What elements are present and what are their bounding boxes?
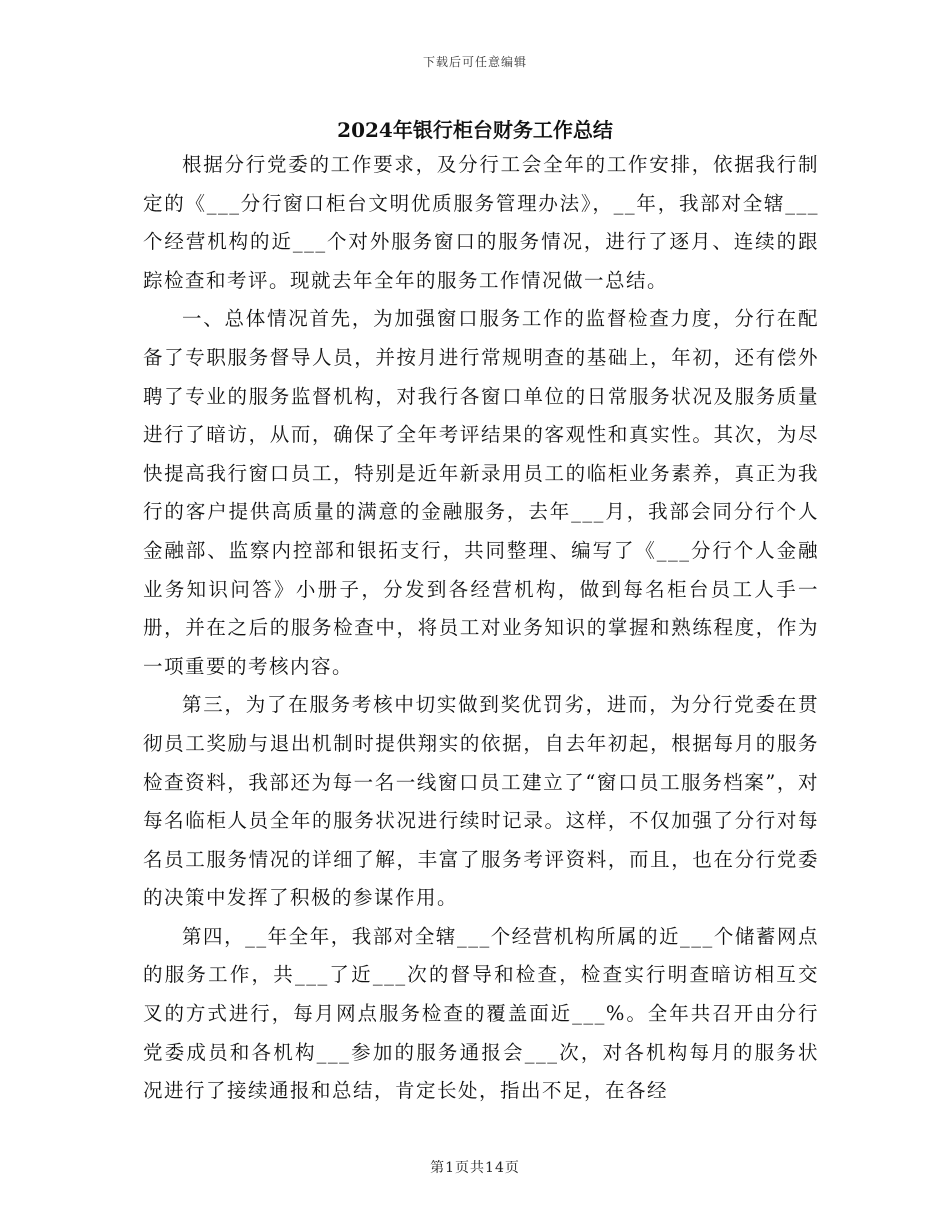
body-paragraph: 第三，为了在服务考核中切实做到奖优罚劣，进而，为分行党委在贯彻员工奖励与退出机制时提供翔实的依据，自去年初起，根据每月的服务检查资料，我部还为每一名一线窗口员工建立了“窗口员工服务档案”，对每名临柜人员全年的服务状况进行续时记录。这样，不仅加强了分行对每名员工服务情况的详细了解，丰富了服务考评资料，而且，也在分行党委的决策中发挥了积极的参谋作用。 xyxy=(143,693,819,910)
document-title: 2024年银行柜台财务工作总结 xyxy=(337,118,613,142)
document-body xyxy=(143,146,819,1111)
body-paragraph: 根据分行党委的工作要求，及分行工会全年的工作安排，依据我行制定的《___分行窗口柜台文明优质服务管理办法》，__年，我部对全辖___个经营机构的近___个对外服务窗口的服务情况，进行了逐月、连续的跟踪检查和考评。现就去年全年的服务工作情况做一总结。 xyxy=(143,153,819,292)
header-note: 下载后可任意编辑 xyxy=(422,55,527,69)
body-paragraph: 一、总体情况首先，为加强窗口服务工作的监督检查力度，分行在配备了专职服务督导人员，并按月进行常规明查的基础上，年初，还有偿外聘了专业的服务监督机构，对我行各窗口单位的日常服务状况及服务质量进行了暗访，从而，确保了全年考评结果的客观性和真实性。其次，为尽快提高我行窗口员工，特别是近年新录用员工的临柜业务素养，真正为我行的客户提供高质量的满意的金融服务，去年___月，我部会同分行个人金融部、监察内控部和银拓支行，共同整理、编写了《___分行个人金融业务知识问答》小册子，分发到各经营机构，做到每名柜台员工人手一册，并在之后的服务检查中，将员工对业务知识的掌握和熟练程度，作为一项重要的考核内容。 xyxy=(143,307,819,678)
page-number: 第1页共14页 xyxy=(430,1160,520,1176)
body-paragraph: 第四，__年全年，我部对全辖___个经营机构所属的近___个储蓄网点的服务工作，共___了近___次的督导和检查，检查实行明查暗访相互交叉的方式进行，每月网点服务检查的覆盖面近___%。全年共召开由分行党委成员和各机构___参加的服务通报会___次，对各机构每月的服务状况进行了接续通报和总结，肯定长处，指出不足，在各经 xyxy=(143,924,819,1103)
